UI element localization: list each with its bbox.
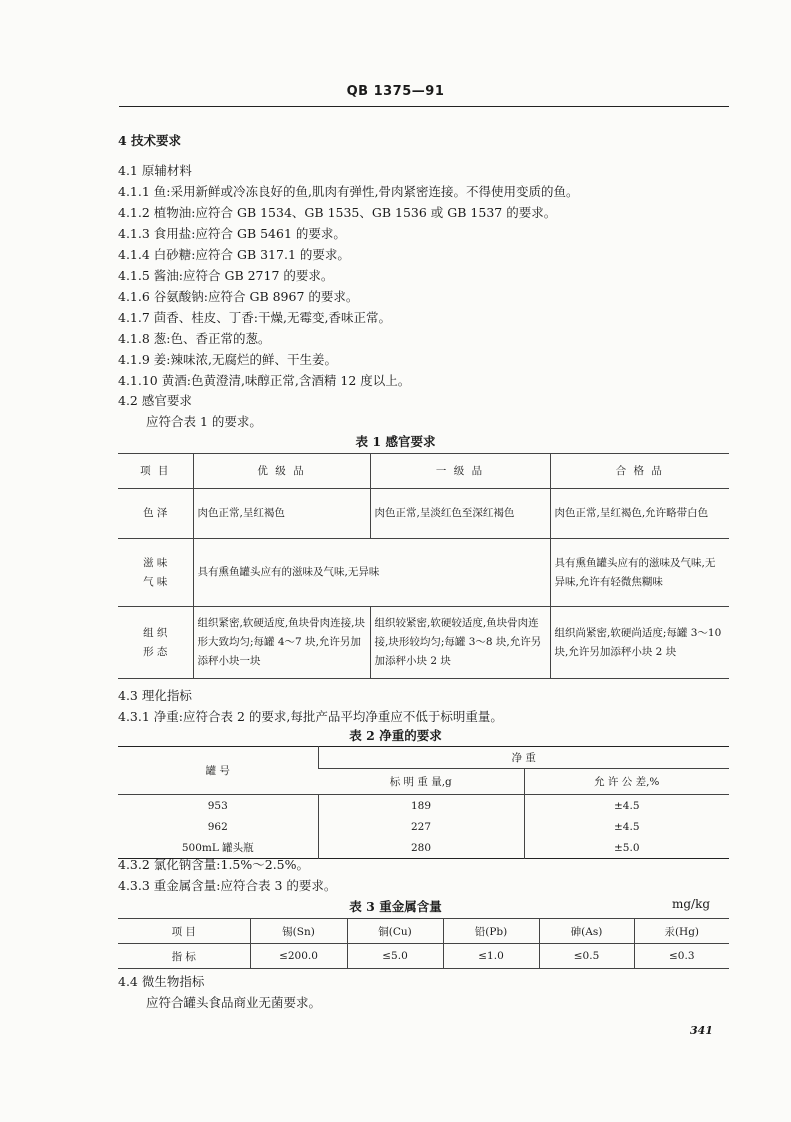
table2-cell: 227 (318, 816, 524, 837)
table1-cell: 组织尚紧密,软硬尚适度;每罐 3～10 块,允许另加添秤小块 2 块 (550, 607, 729, 679)
clause-4-1-4: 4.1.4 白砂糖:应符合 GB 317.1 的要求。 (118, 247, 350, 262)
clause-4-1-8: 4.1.8 葱:色、香正常的葱。 (118, 331, 271, 346)
table2-net-weight (118, 746, 729, 859)
section-4-4-text: 应符合罐头食品商业无菌要求。 (146, 995, 322, 1010)
clause-4-3-3: 4.3.3 重金属含量:应符合表 3 的要求。 (118, 878, 337, 893)
table1-header-cell: 合 格 品 (550, 454, 729, 489)
table1-cell: 肉色正常,呈红褐色,允许略带白色 (550, 489, 729, 539)
table1-header-cell: 一 级 品 (370, 454, 550, 489)
table2-header-row (118, 747, 729, 769)
table1-sensory-requirements (118, 453, 729, 679)
table1-caption: 表 1 感官要求 (355, 434, 436, 449)
table2-header-tolerance: 允 许 公 差,% (524, 769, 729, 795)
table3-cell: 指 标 (118, 944, 250, 969)
table3-header-cell: 砷(As) (539, 919, 634, 944)
clause-4-1-3: 4.1.3 食用盐:应符合 GB 5461 的要求。 (118, 226, 346, 241)
table1-row-colour (118, 489, 729, 539)
clause-4-1-2: 4.1.2 植物油:应符合 GB 1534、GB 1535、GB 1536 或 GB 1537 的要求。 (118, 205, 557, 220)
table1-cell: 肉色正常,呈淡红色至深红褐色 (370, 489, 550, 539)
table3-value-row (118, 944, 729, 969)
table1-item-cell: 滋 味 气 味 (118, 539, 193, 607)
standard-number-header: QB 1375—91 (346, 84, 445, 99)
table1-cell: 具有熏鱼罐头应有的滋味及气味,无异味 (193, 539, 550, 607)
table3-header-cell: 铜(Cu) (347, 919, 443, 944)
table1-header-cell: 优 级 品 (193, 454, 370, 489)
table1-cell: 肉色正常,呈红褐色 (193, 489, 370, 539)
clause-4-1-6: 4.1.6 谷氨酸钠:应符合 GB 8967 的要求。 (118, 289, 359, 304)
table1-cell: 组织紧密,软硬适度,鱼块骨肉连接,块形大致均匀;每罐 4～7 块,允许另加添秤小块一块 (193, 607, 370, 679)
table2-cell: 280 (318, 837, 524, 859)
section-4-2: 4.2 感官要求 (118, 393, 192, 408)
table2-caption: 表 2 净重的要求 (349, 728, 442, 743)
clause-4-3-2: 4.3.2 氯化钠含量:1.5%～2.5%。 (118, 857, 310, 872)
table1-cell: 具有熏鱼罐头应有的滋味及气味,无异味,允许有轻微焦糊味 (550, 539, 729, 607)
table3-cell: ≤0.3 (634, 944, 729, 969)
table1-item-cell: 组 织 形 态 (118, 607, 193, 679)
table2-row (118, 816, 729, 837)
table2-header-can: 罐 号 (118, 747, 318, 795)
section-4-4: 4.4 微生物指标 (118, 974, 205, 989)
page-number: 341 (690, 1024, 713, 1037)
table3-header-cell: 锡(Sn) (250, 919, 347, 944)
table3-header-cell: 汞(Hg) (634, 919, 729, 944)
table3-cell: ≤200.0 (250, 944, 347, 969)
section-4-2-text: 应符合表 1 的要求。 (146, 414, 262, 429)
table3-cell: ≤0.5 (539, 944, 634, 969)
table3-unit: mg/kg (672, 897, 711, 911)
clause-4-1-7: 4.1.7 茴香、桂皮、丁香:干燥,无霉变,香味正常。 (118, 310, 391, 325)
section-4-1: 4.1 原辅材料 (118, 163, 192, 178)
table1-row-texture (118, 607, 729, 679)
table2-cell: ±4.5 (524, 816, 729, 837)
table2-header-weight: 标 明 重 量,g (318, 769, 524, 795)
clause-4-1-5: 4.1.5 酱油:应符合 GB 2717 的要求。 (118, 268, 334, 283)
table2-cell: 953 (207, 799, 228, 812)
section-4-3: 4.3 理化指标 (118, 688, 192, 703)
table3-cell: ≤5.0 (347, 944, 443, 969)
table2-cell: 962 (207, 820, 228, 833)
table1-cell: 组织较紧密,软硬较适度,鱼块骨肉连接,块形较均匀;每罐 3～8 块,允许另加添秤小块 2 块 (370, 607, 550, 679)
table1-header-cell: 项 目 (118, 454, 193, 489)
table2-header-net: 净 重 (318, 747, 729, 769)
section-4-heading: 4 技术要求 (118, 133, 182, 148)
table1-item-cell: 色 泽 (118, 489, 193, 539)
table3-header-cell: 铅(Pb) (443, 919, 539, 944)
table1-row-taste-odour (118, 539, 729, 607)
table3-header-row (118, 919, 729, 944)
table3-heavy-metals (118, 918, 729, 969)
table2-cell: 500mL 罐头瓶 (181, 841, 254, 854)
header-rule (119, 106, 729, 107)
table2-cell: ±4.5 (524, 795, 729, 817)
table3-caption: 表 3 重金属含量 (349, 899, 442, 914)
table2-cell: ±5.0 (524, 837, 729, 859)
clause-4-3-1: 4.3.1 净重:应符合表 2 的要求,每批产品平均净重应不低于标明重量。 (118, 709, 503, 724)
table1-header-row (118, 454, 729, 489)
clause-4-1-10: 4.1.10 黄酒:色黄澄清,味醇正常,含酒精 12 度以上。 (118, 373, 411, 388)
table2-row (118, 795, 729, 817)
table2-cell: 189 (318, 795, 524, 817)
table3-cell: ≤1.0 (443, 944, 539, 969)
clause-4-1-9: 4.1.9 姜:辣味浓,无腐烂的鲜、干生姜。 (118, 352, 337, 367)
clause-4-1-1: 4.1.1 鱼:采用新鲜或冷冻良好的鱼,肌肉有弹性,骨肉紧密连接。不得使用变质的鱼。 (118, 184, 579, 199)
table3-header-cell: 项 目 (118, 919, 250, 944)
